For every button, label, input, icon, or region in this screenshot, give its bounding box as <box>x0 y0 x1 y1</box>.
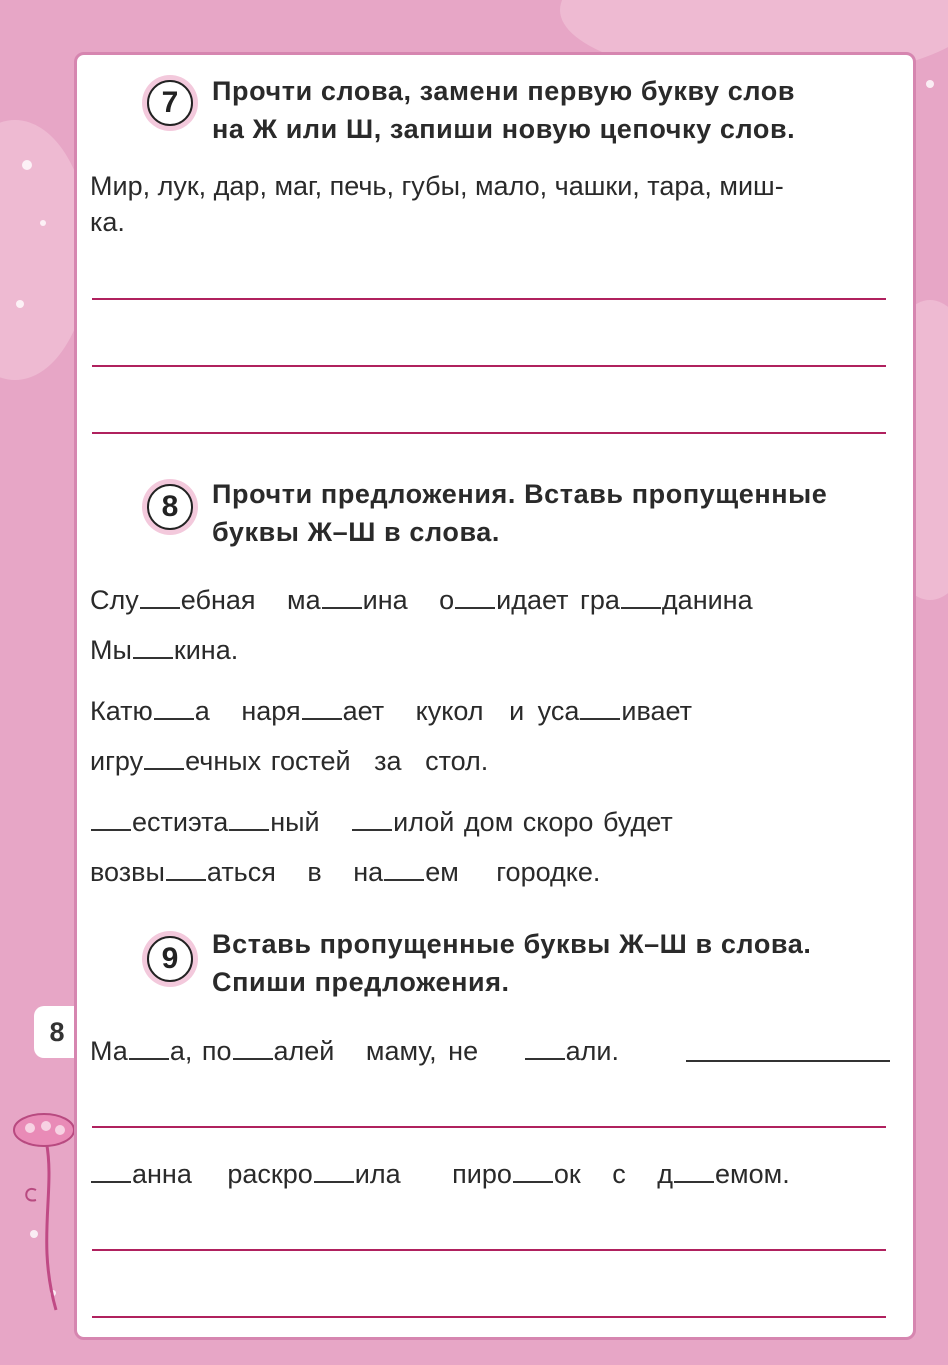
flower-icon <box>6 1100 76 1320</box>
word-part: емом. <box>715 1159 790 1189</box>
letter-blank[interactable] <box>302 692 342 720</box>
letter-blank[interactable] <box>229 803 269 831</box>
answer-line[interactable] <box>92 298 886 300</box>
word-part: ает <box>342 696 385 726</box>
word-part: будет <box>602 807 673 837</box>
background-dot <box>22 160 32 170</box>
letter-blank[interactable] <box>322 581 362 609</box>
letter-blank[interactable] <box>455 581 495 609</box>
task-8-sentence-3b <box>90 853 600 890</box>
word-part: по <box>201 1036 232 1066</box>
letter-blank[interactable] <box>133 631 173 659</box>
task-9-title-line1: Вставь пропущенные буквы Ж–Ш в слова. <box>212 929 812 959</box>
word-part: в <box>307 857 322 887</box>
word-part: Слу <box>90 585 139 615</box>
word-part: на <box>353 857 384 887</box>
letter-blank[interactable] <box>166 853 206 881</box>
word-part: ем <box>425 857 459 887</box>
word-part: алей <box>273 1036 335 1066</box>
task-7-words-line1: Мир, лук, дар, маг, печь, губы, мало, чашки, тара, миш- <box>90 171 784 201</box>
word-part: ина <box>362 585 408 615</box>
word-part: Катю <box>90 696 153 726</box>
task-8-sentence-1a <box>90 581 753 618</box>
word-part: ный <box>270 807 320 837</box>
task-9-sentence-2 <box>90 1155 790 1192</box>
letter-blank[interactable] <box>674 1155 714 1183</box>
task-8-sentence-3a <box>90 803 673 840</box>
letter-blank[interactable] <box>384 853 424 881</box>
word-part: маму, <box>365 1036 437 1066</box>
background-dot <box>16 300 24 308</box>
word-part: илой <box>393 807 455 837</box>
word-part: естиэта <box>132 807 229 837</box>
word-part: ечных <box>185 746 262 776</box>
page-number: 8 <box>34 1006 80 1058</box>
word-part: стол. <box>425 746 489 776</box>
word-part: с <box>612 1159 626 1189</box>
word-part: гостей <box>270 746 351 776</box>
word-part: идает <box>496 585 569 615</box>
task-7-number-badge: 7 <box>147 80 193 126</box>
task-8-title-line2: буквы Ж–Ш в слова. <box>212 517 501 547</box>
background-dot <box>40 220 46 226</box>
word-part: аться <box>206 857 276 887</box>
task-8-sentence-2b <box>90 742 488 779</box>
task-8-title-line1: Прочти предложения. Вставь пропущенные <box>212 479 828 509</box>
letter-blank[interactable] <box>513 1155 553 1183</box>
word-part: ма <box>287 585 321 615</box>
word-part: данина <box>661 585 753 615</box>
answer-line[interactable] <box>92 1316 886 1318</box>
task-9-number-badge: 9 <box>147 936 193 982</box>
word-part: пиро <box>452 1159 512 1189</box>
background-dot <box>926 80 934 88</box>
letter-blank[interactable] <box>233 1032 273 1060</box>
word-part: за <box>374 746 402 776</box>
word-part: раскро <box>227 1159 313 1189</box>
word-part: ивает <box>621 696 693 726</box>
word-part: о <box>439 585 455 615</box>
answer-line[interactable] <box>92 365 886 367</box>
letter-blank[interactable] <box>580 692 620 720</box>
answer-line[interactable] <box>92 432 886 434</box>
letter-blank[interactable] <box>91 803 131 831</box>
word-part: скоро <box>522 807 594 837</box>
word-part: а <box>194 696 210 726</box>
letter-blank[interactable] <box>525 1032 565 1060</box>
task-9-title-line2: Спиши предложения. <box>212 967 510 997</box>
word-part: Ма <box>90 1036 128 1066</box>
task-8-sentence-1b <box>90 631 238 668</box>
task-7-words-line2: ка. <box>90 207 125 237</box>
word-part: а, <box>169 1036 193 1066</box>
letter-blank[interactable] <box>129 1032 169 1060</box>
word-part: ила <box>354 1159 401 1189</box>
answer-line[interactable] <box>92 1126 886 1128</box>
word-part: анна <box>132 1159 192 1189</box>
answer-line[interactable] <box>92 1249 886 1251</box>
letter-blank[interactable] <box>154 692 194 720</box>
word-part: кукол <box>415 696 484 726</box>
letter-blank[interactable] <box>314 1155 354 1183</box>
word-part: Мы <box>90 635 132 665</box>
task-7-title-line1: Прочти слова, замени первую букву слов <box>212 76 796 106</box>
word-part: игру <box>90 746 144 776</box>
letter-blank[interactable] <box>352 803 392 831</box>
word-part: али. <box>565 1036 619 1066</box>
task-9-sentence-1 <box>90 1032 619 1069</box>
task-7-title-line2: на Ж или Ш, запиши новую цепочку слов. <box>212 114 796 144</box>
word-part: и <box>509 696 525 726</box>
word-part: д <box>657 1159 674 1189</box>
letter-blank[interactable] <box>91 1155 131 1183</box>
word-part: возвы <box>90 857 165 887</box>
word-part: дом <box>463 807 514 837</box>
word-part: ок <box>553 1159 581 1189</box>
word-part: гра <box>580 585 620 615</box>
letter-blank[interactable] <box>144 742 184 770</box>
word-part: наря <box>241 696 301 726</box>
word-part: уса <box>537 696 580 726</box>
letter-blank[interactable] <box>140 581 180 609</box>
word-part: ебная <box>180 585 256 615</box>
word-part: не <box>448 1036 479 1066</box>
letter-blank[interactable] <box>621 581 661 609</box>
word-part: кина. <box>173 635 239 665</box>
word-part: городке. <box>496 857 601 887</box>
task-8-number-badge: 8 <box>147 484 193 530</box>
task-8-sentence-2a <box>90 692 692 729</box>
answer-line[interactable] <box>686 1060 890 1062</box>
